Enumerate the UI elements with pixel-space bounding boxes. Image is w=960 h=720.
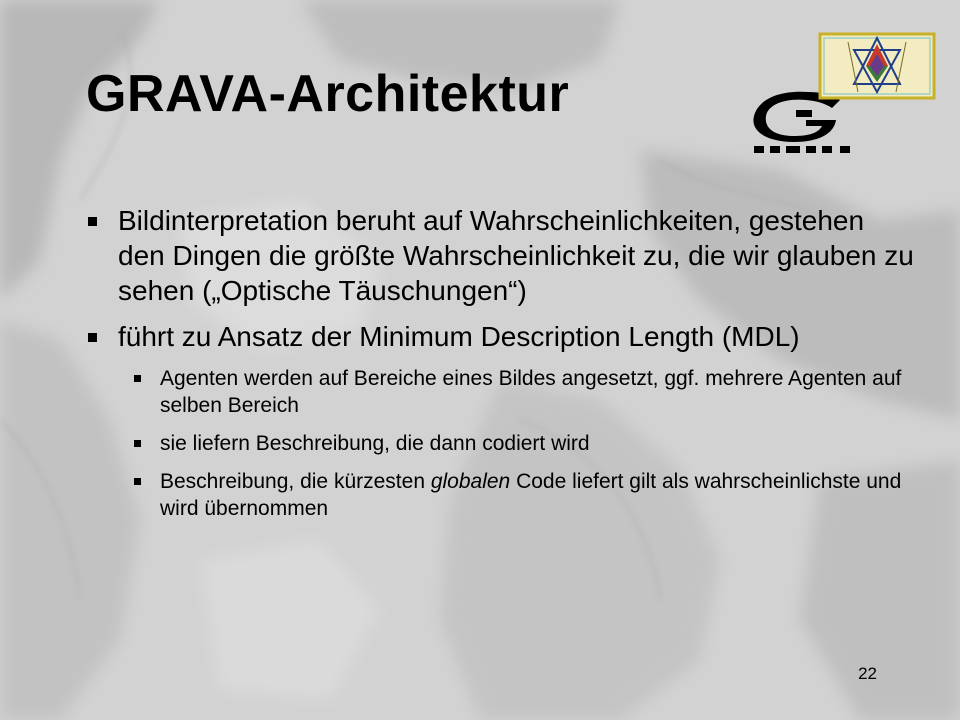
sub-bullet-text-end: Code liefert gilt als wahrscheinlichste und wird übernommen [160, 470, 902, 520]
square-bullet-icon [134, 478, 141, 485]
bullet-text: Bildinterpretation beruht auf Wahrscheinlichkeiten, gestehen den Dingen die größte Wahrscheinlichkeit zu, die wir glauben zu sehen („Optische Täuschungen“) [118, 205, 914, 306]
italic-emphasis: globalen [430, 470, 511, 493]
square-bullet-icon [88, 333, 97, 342]
bullet-list [86, 203, 916, 533]
sub-bullet-item [86, 365, 916, 419]
star-drawing-logo-icon [818, 32, 936, 100]
bullet-item [86, 319, 916, 354]
bullet-item [86, 203, 916, 308]
sub-bullet-item [86, 468, 916, 522]
sub-bullet-text: Agenten werden auf Bereiche eines Bildes angesetzt, ggf. mehrere Agenten auf selben Bereich [160, 367, 902, 417]
square-bullet-icon [134, 375, 141, 382]
square-bullet-icon [134, 440, 141, 447]
page-number: 22 [858, 664, 877, 683]
square-bullet-icon [88, 217, 97, 226]
sub-bullet-item [86, 430, 916, 457]
bullet-text: führt zu Ansatz der Minimum Description Length (MDL) [118, 321, 800, 352]
sub-bullet-text: sie liefern Beschreibung, die dann codiert wird [160, 432, 590, 455]
slide-title: GRAVA-Architektur [86, 65, 570, 123]
sub-bullet-text-start: Beschreibung, die kürzesten [160, 470, 431, 493]
